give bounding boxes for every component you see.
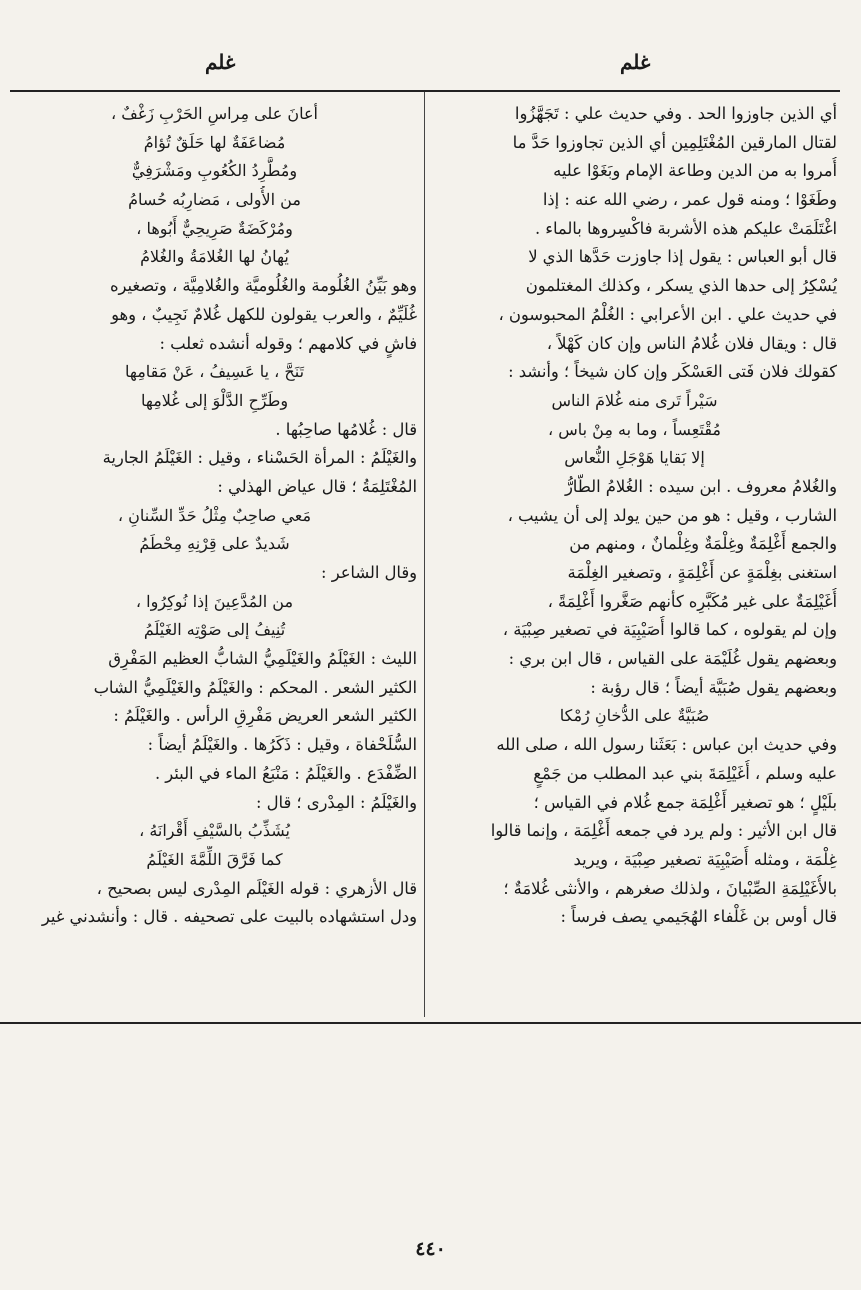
header-left-word: غلم	[205, 50, 236, 74]
text-line: قال : غُلامُها صاحِبُها .	[275, 419, 417, 439]
text-line: والغَيْلَمُ : المِدْرى ؛ قال :	[256, 792, 417, 812]
text-line: والجمع أَغْلِمَةٌ وغِلْمَةٌ وغِلْمانٌ ، ومنهم من	[569, 534, 837, 554]
text-line: والغَيْلَمُ : المرأة الحَسْناء ، وقيل : الغَيْلَمُ الجارية	[102, 448, 417, 468]
text-line: الكثير الشعر . المحكم : والغَيْلَمُ والغَيْلَمِيُّ الشاب	[93, 677, 417, 697]
text-line: السُّلَحْفاة ، وقيل : ذَكَرُها . والغَيْلَمُ أيضاً :	[147, 735, 417, 755]
text-line: الكثير الشعر العريض مَفْرِقِ الرأس . والغَيْلَمُ :	[113, 706, 417, 726]
text-line: الليث : الغَيْلَمُ والغَيْلَمِيُّ الشابُّ العظيم المَفْرِق	[108, 649, 417, 669]
verse-line: صُبَيَّةٌ على الدُّخانِ رُمْكا	[559, 706, 710, 726]
verse-line: من الأُولى ، مَضارِبُه حُسامُ	[128, 190, 301, 210]
verse-line: مُضاعَفَةٌ لها حَلَقٌ تُؤامُ	[143, 132, 286, 152]
text-line: وقال الشاعر :	[321, 563, 417, 582]
verse-line: مُقْتَعِساً ، وما به مِنْ باس ،	[547, 419, 721, 439]
verse-line: تَنَحَّ ، يا عَسِيفُ ، عَنْ مَقامِها	[124, 362, 305, 382]
text-line: اغْتَلَمَتْ عليكم هذه الأشربة فاكْسِروها بالماء .	[534, 218, 837, 238]
verse-line: تُنِيفُ إلى صَوْتِه الغَيْلَمُ	[143, 620, 286, 640]
text-line: المُغْتَلِمَةُ ؛ قال عياض الهذلي :	[217, 476, 417, 496]
text-line: قال : ويقال فلان غُلامُ الناس وإن كان كَهْلاً ،	[546, 333, 837, 353]
text-line: يُسْكِرُ إلى حدها الذي يسكر ، وكذلك المغتلمون	[525, 276, 837, 296]
text-line: وهو بَيِّنُ الغُلُومة والغُلُوميَّة والغُلامِيَّة ، وتصغيره	[109, 276, 417, 296]
page-number: ٤٤٠	[415, 1238, 446, 1260]
text-line: وبعضهم يقول صُبَيَّة أيضاً ؛ قال رؤبة :	[590, 677, 837, 697]
verse-line: يُهانُ لها الغُلامَةُ والغُلامُ	[140, 247, 289, 267]
verse-line: سَيْراً تَرى منه غُلامَ الناس	[551, 390, 718, 410]
verse-line: إلا بَقايا هَوْجَلِ النُّعاس	[564, 448, 705, 468]
text-line: وفي حديث ابن عباس : بَعَثَنا رسول الله ، صلى الله	[496, 735, 837, 755]
verse-line: شَديدٌ على قِرْنِهِ مِحْطَمُ	[139, 534, 290, 554]
text-line: لقتال المارقين المُغْتَلِمِين أي الذين تجاوزوا حَدَّ ما	[512, 132, 837, 152]
verse-line: مَعي صاحِبٌ مِثْلُ حَدِّ السِّنانِ ،	[117, 505, 312, 525]
text-line: وبعضهم يقول غُلَيْمَة على القياس ، قال ابن بري :	[508, 649, 837, 669]
text-line: بالأُغَيْلِمَةِ الصِّبْيانَ ، ولذلك صغرهم ، والأنثى غُلامَةٌ ؛	[503, 878, 837, 898]
text-line: غُلَيِّمٌ ، والعرب يقولون للكهل غُلامٌ نَجِيبٌ ، وهو	[111, 304, 417, 324]
text-line: في حديث علي . ابن الأعرابي : الغُلْمُ المحبوسون ،	[498, 304, 837, 324]
text-line: غِلْمَة ، ومثله أُصَيْبِيَة تصغير صِبْيَة ، ويريد	[573, 849, 837, 869]
bottom-rule	[0, 1022, 861, 1024]
text-line: بلَيْلٍ ؛ هو تصغير أَغْلِمَة جمع غُلام في القياس ؛	[533, 792, 837, 812]
text-line: أُغَيْلِمَةٌ على غير مُكَبَّرِه كأنهم صَغَّروا أَغْلِمَةً ،	[547, 591, 837, 611]
verse-line: أعانَ على مِراسِ الحَرْبِ زَغْفٌ ،	[111, 104, 318, 123]
text-line: الضِّفْدَع . والغَيْلَمُ : مَنْبَعُ الماء في البئر .	[154, 763, 417, 783]
text-line: قال أوس بن غَلْفاء الهُجَيمي يصف فرساً :	[560, 907, 837, 927]
text-line: والغُلامُ معروف . ابن سيده : الغُلامُ الطّارُّ	[564, 476, 837, 496]
text-line: أي الذين جاوزوا الحد . وفي حديث علي : تَجَهَّزُوا	[514, 104, 837, 123]
left-column	[12, 100, 417, 1018]
right-column	[432, 100, 837, 1018]
verse-line: ومُرْكَضَةٌ صَرِيحِيٌّ أَبُوها ،	[136, 218, 293, 238]
verse-line: وطَرِّحِ الدَّلْوَ إلى غُلامِها	[140, 390, 289, 410]
text-line: ودل استشهاده بالبيت على تصحيفه . قال : وأنشدني غير	[41, 907, 417, 927]
verse-line: من المُدَّعِينَ إذا نُوكِرُوا ،	[135, 591, 294, 611]
verse-line: ومُطَّرِدُ الكُعُوبِ ومَشْرَفِيٌّ	[131, 161, 298, 181]
text-line: قال أبو العباس : يقول إذا جاوزت حَدَّها الذي لا	[528, 247, 837, 267]
text-line: فاشٍ في كلامهم ؛ وقوله أنشده ثعلب :	[159, 333, 417, 353]
text-line: وإن لم يقولوه ، كما قالوا أُصَيْبِيَة في تصغير صِبْيَة ،	[502, 620, 837, 640]
text-line: الشارب ، وقيل : هو من حين يولد إلى أن يشيب ،	[507, 505, 837, 525]
header-right-word: غلم	[620, 50, 651, 74]
text-line: كقولك فلان فَتى العَسْكَر وإن كان شيخاً ؛ وأنشد :	[508, 362, 837, 382]
text-line: قال الأزهري : قوله الغَيْلَم المِدْرى ليس بصحيح ،	[96, 878, 417, 898]
text-line: استغنى بغِلْمَةٍ عن أَغْلِمَةٍ ، وتصغير الغِلْمَة	[567, 563, 837, 582]
verse-line: يُشَذِّبُ بالسَّيْفِ أَقْرانَهُ ،	[139, 821, 290, 841]
text-line: أُمروا به من الدين وطاعة الإمام وبَغَوْا عليه	[553, 161, 837, 181]
verse-line: كما فَرَّقَ اللِّمَّةَ الغَيْلَمُ	[146, 849, 283, 869]
top-rule	[10, 90, 840, 92]
text-line: قال ابن الأثير : ولم يرد في جمعه أَغْلِمَة ، وإنما قالوا	[490, 821, 837, 841]
text-line: عليه وسلم ، أُغَيْلِمَةَ بني عبد المطلب من جَمْعٍ	[533, 763, 837, 783]
column-divider	[424, 92, 425, 1017]
text-line: وطَغَوْا ؛ ومنه قول عمر ، رضي الله عنه : إذا	[542, 190, 837, 210]
